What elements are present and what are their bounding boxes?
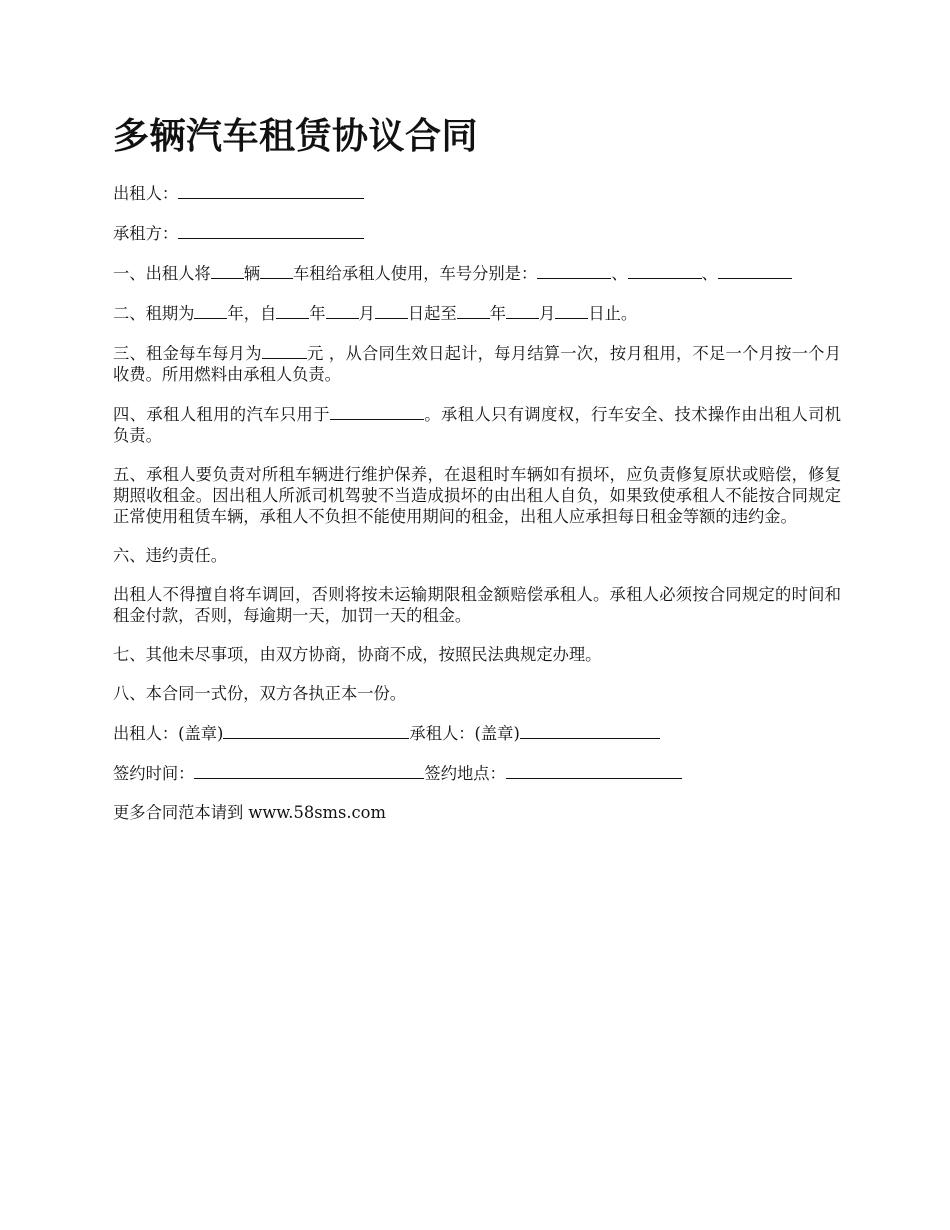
end-month-blank: [506, 302, 539, 319]
clause-1-type-blank: [260, 262, 293, 279]
clause-4-text-a: 四、承租人租用的汽车只用于: [113, 405, 330, 424]
clause-5: 五、承租人要负责对所租车辆进行维护保养，在退租时车辆如有损坏，应负责修复原状或赔偿，修复期照收租金。因出租人所派司机驾驶不当造成损坏的由出租人自负，如果致使承租人不能按合同规定正常使用租赁车辆，承租人不负担不能使用期间的租金，出租人应承担每日租金等额的违约金。: [113, 465, 841, 526]
start-month-label: 月: [358, 304, 375, 323]
clause-6-heading: 六、违约责任。: [113, 546, 227, 565]
clause-1: [113, 262, 841, 284]
sign-date-place-line: [113, 762, 841, 784]
lessee-line: [113, 222, 841, 244]
clause-3: [113, 342, 841, 385]
document-title: 多辆汽车租赁协议合同: [113, 115, 479, 157]
start-day-blank: [375, 302, 408, 319]
rent-amount-blank: [262, 342, 307, 359]
clause-2-end-text: 日止。: [588, 304, 638, 323]
plate-blank-3: [718, 262, 792, 279]
start-day-label: 日起至: [407, 304, 457, 323]
end-year-label: 年: [489, 304, 507, 323]
plate-blank-1: [537, 262, 611, 279]
end-year-blank: [457, 302, 490, 319]
clause-1-text-b: 辆: [243, 264, 260, 283]
sign-place-label: 签约地点：: [424, 764, 506, 783]
lessor-line: [113, 182, 841, 204]
contract-page: [113, 112, 841, 841]
clause-8: 八、本合同一式份，双方各执正本一份。: [113, 684, 407, 703]
lessor-label: 出租人：: [113, 184, 179, 203]
clause-3-text-b: 元 ，从合同生效日起计，每月结算一次，按月租用，不足一个月按一个月收费。所用燃料由承租人负责。: [113, 344, 841, 384]
lessee-label: 承租方：: [113, 224, 179, 243]
clause-3-text-a: 三、租金每车每月为: [113, 344, 262, 363]
clause-7: 七、其他未尽事项，由双方协商，协商不成，按照民法典规定办理。: [113, 645, 602, 664]
lessor-blank: [178, 182, 364, 199]
clause-2: [113, 302, 841, 324]
start-year-label: 年: [309, 304, 326, 323]
clause-1-sep-1: 、: [611, 264, 628, 283]
end-day-blank: [555, 302, 588, 319]
sign-place-blank: [506, 762, 682, 779]
usage-purpose-blank: [330, 403, 424, 420]
clause-4: [113, 403, 841, 446]
sign-time-blank: [194, 762, 424, 779]
clause-1-text-c: 车租给承租人使用，车号分别是：: [293, 264, 538, 283]
sign-lessor-blank: [223, 722, 409, 739]
start-month-blank: [326, 302, 359, 319]
clause-4-text-b: 。承租人只有调度权，行车安全、技术操作由出租人司机负责。: [113, 405, 841, 445]
sign-time-label: 签约时间：: [113, 764, 195, 783]
lessee-blank: [178, 222, 364, 239]
clause-2-text-a: 二、租期为: [113, 304, 195, 323]
footer-note: 更多合同范本请到 www.58sms.com: [113, 803, 386, 822]
plate-blank-2: [628, 262, 702, 279]
clause-2-year-text: 年，自: [227, 304, 277, 323]
clause-6-body: 出租人不得擅自将车调回，否则将按未运输期限租金额赔偿承租人。承租人必须按合同规定的时间和租金付款，否则，每逾期一天，加罚一天的租金。: [113, 585, 841, 625]
clause-1-count-blank: [211, 262, 244, 279]
sign-lessor-label: 出租人：(盖章): [113, 724, 224, 743]
signature-line: [113, 722, 841, 744]
sign-lessee-blank: [520, 722, 660, 739]
start-year-blank: [276, 302, 309, 319]
end-month-label: 月: [539, 304, 556, 323]
clause-1-text-a: 一、出租人将: [113, 264, 211, 283]
clause-1-sep-2: 、: [701, 264, 718, 283]
sign-lessee-label: 承租人：(盖章): [409, 724, 520, 743]
term-years-blank: [194, 302, 227, 319]
